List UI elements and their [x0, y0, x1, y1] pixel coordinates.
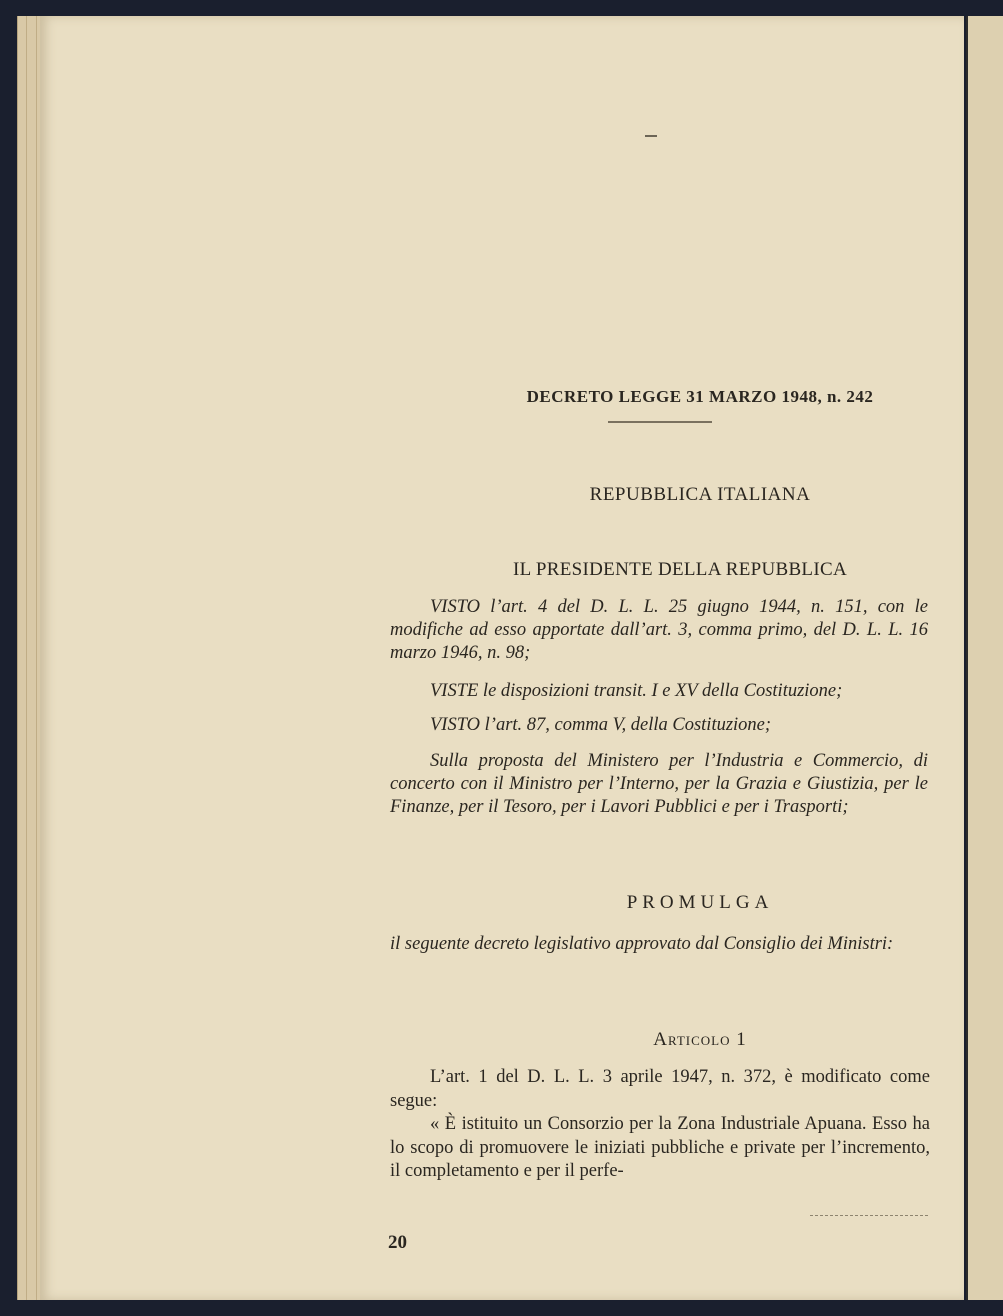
article-heading: Articolo 1 [653, 1029, 747, 1050]
footer-dash [810, 1215, 928, 1217]
president-heading: IL PRESIDENTE DELLA REPUBBLICA [513, 559, 847, 580]
visto-paragraph-2: VISTO l’art. 87, comma V, della Costituzione; [430, 715, 772, 735]
page-number: 20 [388, 1232, 407, 1253]
page-content [40, 16, 964, 1300]
visto-paragraph-1: VISTO l’art. 4 del D. L. L. 25 giugno 1944, n. 151, con le modifiche ad esso apportate dall’art. 3, comma primo, del D. L. L. 16 marzo 1946, n. 98; [390, 597, 928, 663]
republic-heading: REPUBBLICA ITALIANA [589, 484, 811, 505]
viste-paragraph: VISTE le disposizioni transit. I e XV della Costituzione; [430, 681, 843, 701]
decree-title: DECRETO LEGGE 31 MARZO 1948, n. 242 [526, 387, 874, 406]
document-page [40, 16, 964, 1300]
title-underline [608, 421, 712, 423]
promulga-heading: PROMULGA [626, 892, 774, 913]
article-body-2: « È istituito un Consorzio per la Zona Industriale Apuana. Esso ha lo scopo di promuovere le iniziati pubbliche e private per l’incremento, il completamento e per il perfe- [390, 1114, 930, 1181]
facing-page-edge [966, 16, 1003, 1300]
proposal-paragraph: Sulla proposta del Ministero per l’Industria e Commercio, di concerto con il Ministro per l’Interno, per la Grazia e Giustizia, per le Finanze, per il Tesoro, per i Lavori Pubblici e per i Trasporti; [390, 751, 928, 817]
ink-mark [645, 135, 657, 137]
promulga-text: il seguente decreto legislativo approvato dal Consiglio dei Ministri: [390, 934, 894, 954]
article-body-1: L’art. 1 del D. L. L. 3 aprile 1947, n. 372, è modificato come segue: [390, 1067, 930, 1111]
